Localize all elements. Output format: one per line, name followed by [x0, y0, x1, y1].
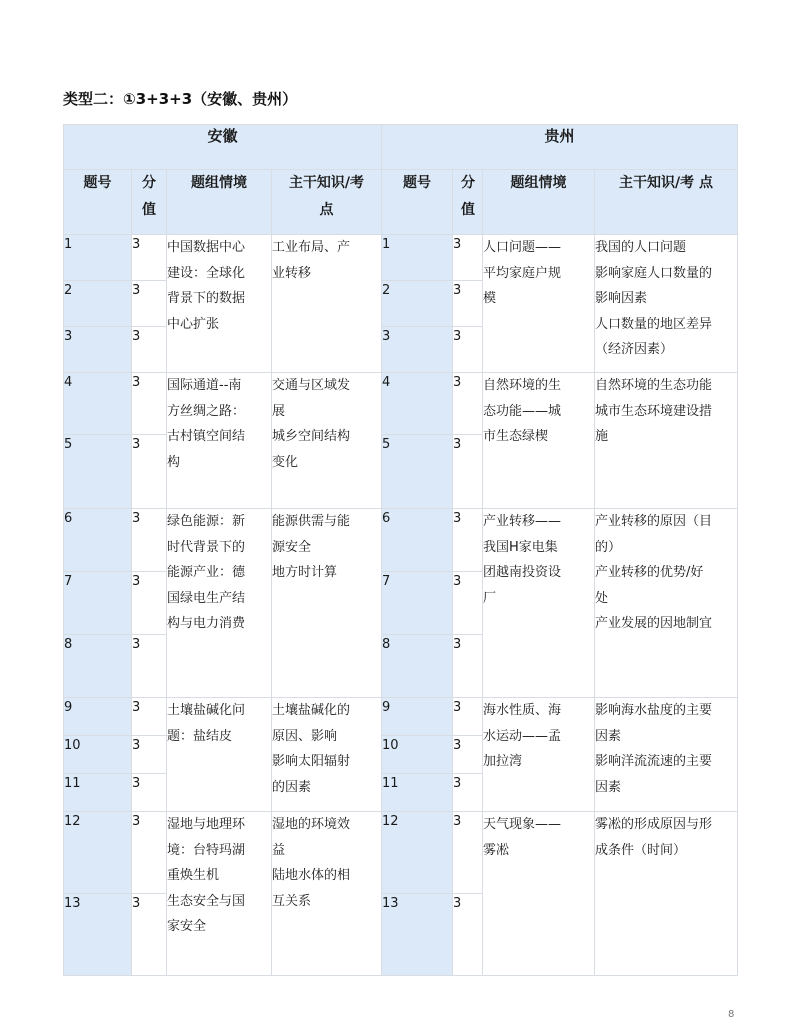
- question-number: 5: [382, 435, 453, 509]
- context-cell: 产业转移—— 我国H家电集 团越南投资设 厂: [483, 509, 595, 698]
- question-number: 9: [382, 698, 453, 736]
- table-row: [64, 509, 738, 572]
- question-score: 3: [453, 435, 483, 509]
- context-cell: 土壤盐碱化问 题：盐结皮: [167, 698, 272, 812]
- question-score: 3: [132, 327, 167, 373]
- question-number: 1: [382, 235, 453, 281]
- col-header-score: 分 值: [453, 170, 483, 235]
- question-number: 6: [64, 509, 132, 572]
- col-header-score: 分 值: [132, 170, 167, 235]
- context-cell: 中国数据中心 建设：全球化 背景下的数据 中心扩张: [167, 235, 272, 373]
- question-score: 3: [453, 572, 483, 635]
- question-score: 3: [453, 635, 483, 698]
- question-score: 3: [132, 736, 167, 774]
- question-number: 10: [64, 736, 132, 774]
- knowledge-cell: 自然环境的生态功能 城市生态环境建设措 施: [595, 373, 738, 509]
- question-number: 2: [64, 281, 132, 327]
- question-number: 4: [382, 373, 453, 435]
- knowledge-cell: 产业转移的原因（目 的） 产业转移的优势/好 处 产业发展的因地制宜: [595, 509, 738, 698]
- question-score: 3: [453, 281, 483, 327]
- table-row: [64, 373, 738, 435]
- question-score: 3: [453, 736, 483, 774]
- question-number: 6: [382, 509, 453, 572]
- exam-table: [63, 124, 738, 976]
- question-number: 3: [64, 327, 132, 373]
- question-number: 1: [64, 235, 132, 281]
- region-header-guizhou: 贵州: [382, 125, 738, 170]
- knowledge-cell: 雾凇的形成原因与形 成条件（时间）: [595, 812, 738, 976]
- context-cell: 海水性质、海 水运动——孟 加拉湾: [483, 698, 595, 812]
- knowledge-cell: 影响海水盐度的主要 因素 影响洋流流速的主要 因素: [595, 698, 738, 812]
- table-row: [64, 235, 738, 281]
- question-number: 12: [382, 812, 453, 894]
- question-number: 3: [382, 327, 453, 373]
- question-number: 11: [64, 774, 132, 812]
- context-cell: 自然环境的生 态功能——城 市生态绿楔: [483, 373, 595, 509]
- knowledge-cell: 能源供需与能 源安全 地方时计算: [272, 509, 382, 698]
- question-number: 4: [64, 373, 132, 435]
- question-score: 3: [453, 235, 483, 281]
- col-header-knowledge: 主干知识/考 点: [272, 170, 382, 235]
- col-header-number: 题号: [64, 170, 132, 235]
- knowledge-cell: 湿地的环境效 益 陆地水体的相 互关系: [272, 812, 382, 976]
- question-score: 3: [453, 373, 483, 435]
- col-header-knowledge: 主干知识/考 点: [595, 170, 738, 235]
- context-cell: 绿色能源：新 时代背景下的 能源产业：德 国绿电生产结 构与电力消费: [167, 509, 272, 698]
- question-score: 3: [132, 812, 167, 894]
- knowledge-cell: 交通与区域发 展 城乡空间结构 变化: [272, 373, 382, 509]
- question-number: 8: [64, 635, 132, 698]
- question-score: 3: [132, 373, 167, 435]
- question-score: 3: [453, 327, 483, 373]
- col-header-number: 题号: [382, 170, 453, 235]
- question-score: 3: [453, 509, 483, 572]
- question-number: 13: [64, 894, 132, 976]
- question-score: 3: [453, 774, 483, 812]
- col-header-context: 题组情境: [483, 170, 595, 235]
- question-number: 8: [382, 635, 453, 698]
- question-number: 12: [64, 812, 132, 894]
- col-header-context: 题组情境: [167, 170, 272, 235]
- question-score: 3: [132, 698, 167, 736]
- question-number: 2: [382, 281, 453, 327]
- context-cell: 湿地与地理环 境：台特玛湖 重焕生机 生态安全与国 家安全: [167, 812, 272, 976]
- knowledge-cell: 土壤盐碱化的 原因、影响 影响太阳辐射 的因素: [272, 698, 382, 812]
- question-score: 3: [453, 894, 483, 976]
- question-score: 3: [132, 435, 167, 509]
- question-score: 3: [132, 894, 167, 976]
- question-score: 3: [132, 235, 167, 281]
- region-header-anhui: 安徽: [64, 125, 382, 170]
- question-score: 3: [132, 635, 167, 698]
- page-title: 类型二：①3+3+3（安徽、贵州）: [63, 90, 298, 108]
- table-body: [64, 235, 738, 976]
- question-number: 5: [64, 435, 132, 509]
- knowledge-cell: 我国的人口问题 影响家庭人口数量的 影响因素 人口数量的地区差异 （经济因素）: [595, 235, 738, 373]
- question-score: 3: [453, 698, 483, 736]
- question-number: 7: [382, 572, 453, 635]
- context-cell: 人口问题—— 平均家庭户规 模: [483, 235, 595, 373]
- question-score: 3: [132, 281, 167, 327]
- table-row: [64, 698, 738, 736]
- question-score: 3: [132, 572, 167, 635]
- question-number: 9: [64, 698, 132, 736]
- knowledge-cell: 工业布局、产 业转移: [272, 235, 382, 373]
- question-number: 11: [382, 774, 453, 812]
- question-score: 3: [132, 509, 167, 572]
- question-number: 13: [382, 894, 453, 976]
- question-number: 10: [382, 736, 453, 774]
- context-cell: 天气现象—— 雾凇: [483, 812, 595, 976]
- table-row: [64, 812, 738, 894]
- question-number: 7: [64, 572, 132, 635]
- question-score: 3: [132, 774, 167, 812]
- page-number: 8: [728, 1009, 735, 1020]
- context-cell: 国际通道--南 方丝绸之路： 古村镇空间结 构: [167, 373, 272, 509]
- question-score: 3: [453, 812, 483, 894]
